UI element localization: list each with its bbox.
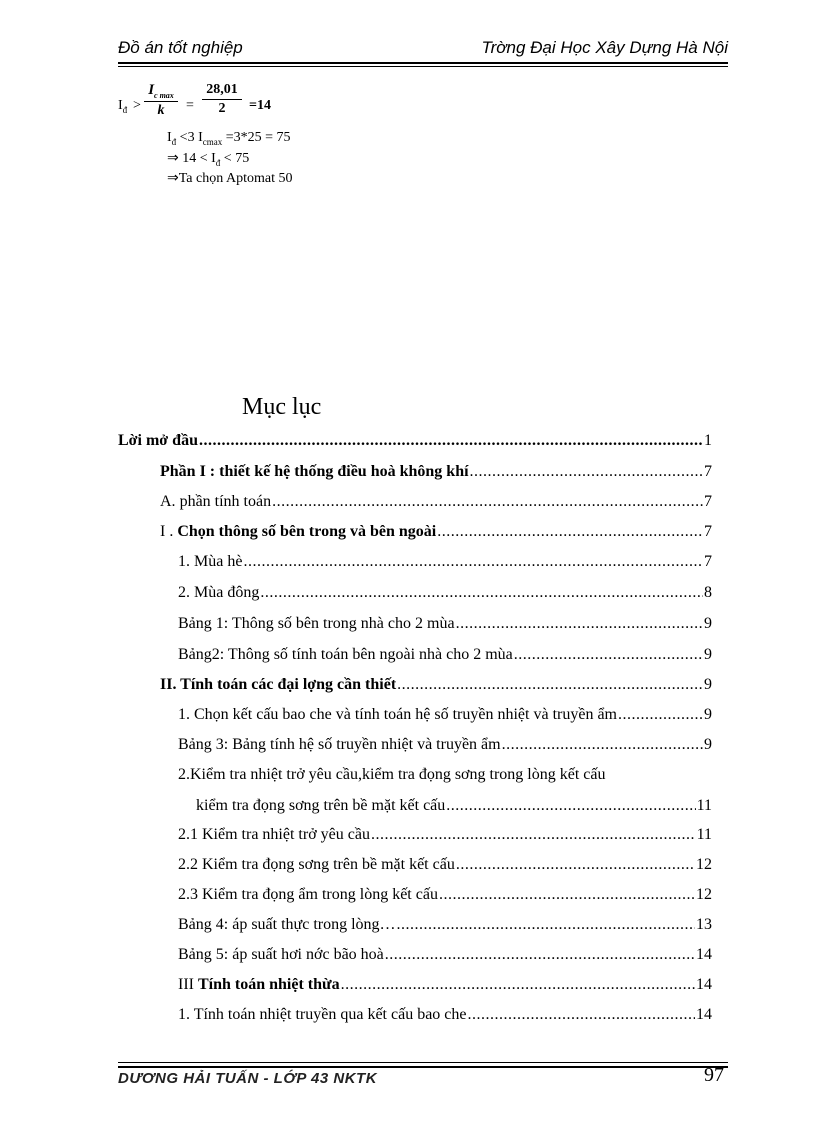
toc-item[interactable]: 1. Tính toán nhiệt truyền qua kết cấu bao che ..... 14 [178, 1006, 712, 1024]
toc-item[interactable]: II. Tính toán các đại lợng cần thiết ..... 9 [160, 676, 712, 694]
toc-item[interactable]: I . Chọn thông số bên trong và bên ngoài ..... 7 [160, 523, 712, 541]
header-rule-thin [118, 66, 728, 67]
formula-line-3: ⇒Ta chọn Aptomat 50 [167, 171, 293, 186]
toc-item[interactable]: Bảng 1: Thông số bên trong nhà cho 2 mùa ..... 9 [178, 615, 712, 633]
breaker-formula [118, 82, 418, 132]
toc-item-text[interactable]: 2.Kiểm tra nhiệt trở yêu cầu,kiểm tra đọng sơng trong lòng kết cấu [178, 766, 606, 783]
formula-line-1: $I_đ <3$ $I_{cmax} =3*25 = 75$ [167, 130, 291, 147]
header-rule [118, 62, 728, 64]
toc-item[interactable]: Bảng 4: áp suất thực trong lòng… ..... 13 [178, 916, 712, 934]
toc-item[interactable]: Bảng 3: Bảng tính hệ số truyền nhiệt và truyền ẩm ..... 9 [178, 736, 712, 754]
header-right: Trờng Đại Học Xây Dựng Hà Nội [481, 38, 728, 57]
toc-item[interactable]: Lời mở đầu ..... 1 [118, 432, 712, 450]
toc-item[interactable]: 2.2 Kiểm tra đọng sơng trên bề mặt kết cấu ..... 12 [178, 856, 712, 874]
page-number: 97 [704, 1064, 724, 1086]
toc-item[interactable]: 2.3 Kiểm tra đọng ẩm trong lòng kết cấu ..... 12 [178, 886, 712, 904]
footer-rule [118, 1066, 728, 1068]
toc-item[interactable]: Bảng2: Thông số tính toán bên ngoài nhà cho 2 mùa ..... 9 [178, 646, 712, 664]
formula-line-2: ⇒ $14 < I_đ < 75$ [167, 151, 250, 168]
toc-item[interactable]: Bảng 5: áp suất hơi nớc bão hoà ..... 14 [178, 946, 712, 964]
formula-eq: = [186, 98, 194, 113]
footer-author: DƯƠNG HẢI TUẤN - LỚP 43 NKTK [118, 1070, 378, 1087]
toc-item[interactable]: Phần I : thiết kế hệ thống điều hoà không khí ..... 7 [160, 463, 712, 481]
formula-fraction-2: $\frac{28,01}{2}$ [202, 82, 242, 117]
formula-fraction-1: $I_{c max}$ k [144, 82, 178, 119]
page-header [118, 38, 728, 62]
formula-result: =14 [249, 98, 271, 113]
header-left: Đồ án tốt nghiệp [118, 38, 243, 57]
toc-item[interactable]: 2.1 Kiểm tra nhiệt trở yêu cầu ..... 11 [178, 826, 712, 844]
toc-item[interactable]: A. phần tính toán ..... 7 [160, 493, 712, 511]
formula-lhs: $I_đ$ [118, 98, 128, 115]
toc-item[interactable]: 1. Mùa hè ..... 7 [178, 553, 712, 571]
toc-title: Mục lục [242, 394, 322, 420]
toc-item[interactable]: 1. Chọn kết cấu bao che và tính toán hệ số truyền nhiệt và truyền ẩm ..... 9 [178, 706, 712, 724]
formula-gt: > [133, 98, 141, 113]
toc-item[interactable]: 2. Mùa đông ..... 8 [178, 584, 712, 602]
toc-item[interactable]: III Tính toán nhiệt thừa ..... 14 [178, 976, 712, 994]
footer-rule-thin [118, 1062, 728, 1063]
toc-item[interactable]: kiểm tra đọng sơng trên bề mặt kết cấu ..... 11 [196, 797, 712, 815]
